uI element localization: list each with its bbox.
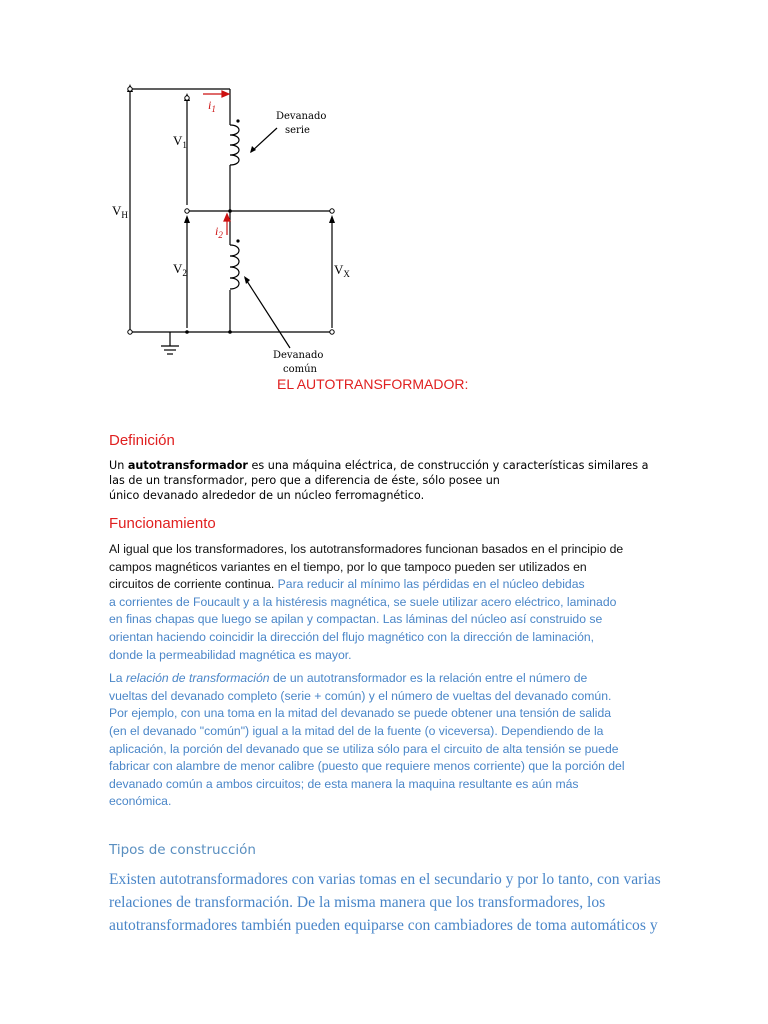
series-winding-label: Devanado xyxy=(276,111,327,122)
v1-label: $V_1$ xyxy=(173,133,187,150)
i1-label: $i_1$ xyxy=(208,98,216,114)
series-winding-label-2: serie xyxy=(285,125,310,136)
vh-label: $V_H$ xyxy=(112,203,128,220)
heading-definicion: Definición xyxy=(109,432,175,449)
vx-label: $V_X$ xyxy=(334,262,350,279)
i2-label: $i_2$ xyxy=(215,224,223,240)
definition-paragraph: Un autotransformador es una máquina eléctrica, de construcción y características similares a las de un transformador, pero que a diferencia de éste, sólo posee un único devanado alrededor de un núcleo ferromagnético. xyxy=(109,459,649,502)
common-winding-label-2: común xyxy=(283,364,317,375)
figure-caption: EL AUTOTRANSFORMADOR: xyxy=(277,376,469,392)
v2-label: $V_2$ xyxy=(173,261,187,278)
autotransformer-diagram xyxy=(105,80,395,380)
common-winding-label: Devanado xyxy=(273,350,324,361)
heading-funcionamiento: Funcionamiento xyxy=(109,515,216,532)
heading-tipos-construccion: Tipos de construcción xyxy=(109,842,256,858)
